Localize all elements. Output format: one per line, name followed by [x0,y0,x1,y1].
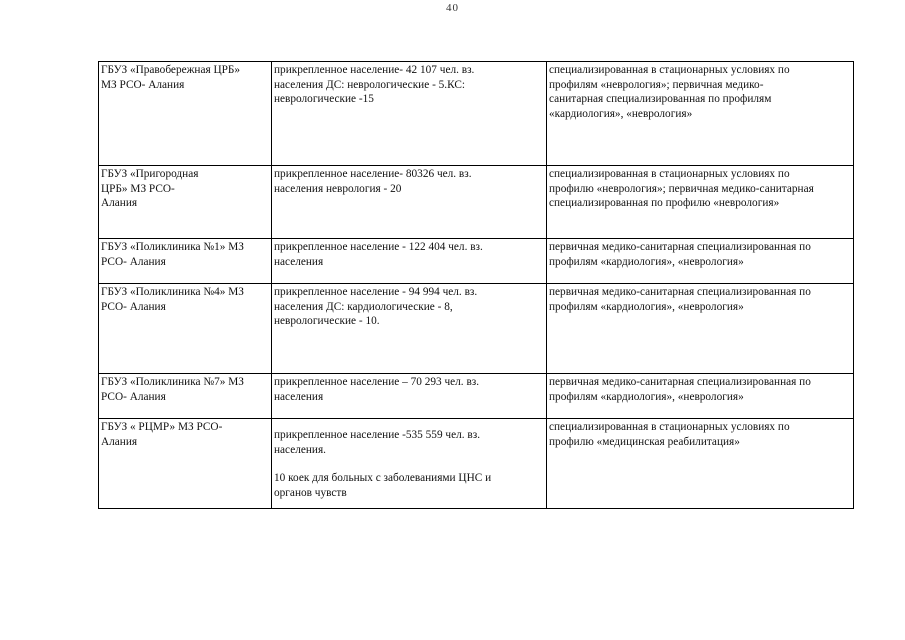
care-type-cell [547,166,854,239]
organization-cell [99,419,272,509]
medical-organizations-table [98,61,854,509]
care-type-line: первичная медико-санитарная специализированная по [549,241,811,253]
organization-name-line: Алания [101,197,138,209]
population-line: прикрепленное население - 122 404 чел. вз. [274,241,483,253]
population-cell [272,166,547,239]
population-line: населения ДС: неврологические - 5.КС: [274,78,466,91]
population-line: населения [274,255,324,268]
organization-name-line: ЦРБ» МЗ РСО- [101,182,175,195]
beds-note-line: 10 коек для больных с заболеваниями ЦНС и [274,472,492,484]
table-row [99,62,854,166]
organization-cell [99,166,272,239]
care-type-cell [547,62,854,166]
table-row [99,239,854,284]
care-type-line: первичная медико-санитарная специализированная по [549,376,811,388]
care-type-line: специализированная в стационарных условиях по [549,421,790,433]
population-line: прикрепленное население - 94 994 чел. вз. [274,286,478,298]
organization-name-line: ГБУЗ «Поликлиника №1» МЗ [101,241,244,253]
care-type-cell [547,419,854,509]
cell-spacer [274,420,545,428]
paragraph-gap [274,457,545,471]
care-type-line: специализированная по профилю «неврология» [549,197,780,209]
page-number: 40 [446,2,459,14]
care-type-line: профилю «неврология»; первичная медико-санитарная [549,182,814,195]
organization-name-line: Алания [101,435,138,448]
organization-name-line: ГБУЗ «Поликлиника №7» МЗ [101,376,244,388]
care-type-line: специализированная в стационарных условиях по [549,64,790,76]
population-cell [272,419,547,509]
population-cell [272,62,547,166]
care-type-cell [547,239,854,284]
care-type-line: профилям «кардиология», «неврология» [549,390,744,403]
care-type-line: специализированная в стационарных условиях по [549,168,790,180]
population-line: прикрепленное население -535 559 чел. вз. [274,429,481,441]
organization-name-line: ГБУЗ «Поликлиника №4» МЗ [101,286,244,298]
beds-note-line: органов чувств [274,486,347,499]
care-type-cell [547,284,854,374]
population-line: прикрепленное население- 42 107 чел. вз. [274,64,475,76]
population-line: населения неврология - 20 [274,182,402,195]
table-row [99,374,854,419]
organization-name-line: ГБУЗ «Пригородная [101,168,199,180]
population-line: населения [274,390,324,403]
organization-name-line: ГБУЗ « РЦМР» МЗ РСО- [101,421,223,433]
care-type-line: профилям «кардиология», «неврология» [549,300,744,313]
population-cell [272,374,547,419]
organization-name-line: РСО- Алания [101,300,166,313]
organization-name-line: МЗ РСО- Алания [101,78,185,91]
care-type-line: первичная медико-санитарная специализированная по [549,286,811,298]
population-line: неврологические - 10. [274,315,380,327]
table-row [99,166,854,239]
care-type-line: санитарная специализированная по профилям [549,93,772,105]
organization-name-line: ГБУЗ «Правобережная ЦРБ» [101,64,241,76]
care-type-line: профилям «неврология»; первичная медико- [549,78,764,91]
table-row [99,284,854,374]
population-line: населения. [274,443,326,456]
population-line: прикрепленное население – 70 293 чел. вз. [274,376,480,388]
organization-cell [99,239,272,284]
population-line: прикрепленное население- 80326 чел. вз. [274,168,472,180]
care-type-line: «кардиология», «неврология» [549,107,693,120]
organization-name-line: РСО- Алания [101,255,166,268]
organization-cell [99,284,272,374]
organization-cell [99,62,272,166]
population-line: неврологические -15 [274,93,374,105]
organization-cell [99,374,272,419]
care-type-cell [547,374,854,419]
population-cell [272,284,547,374]
table-row [99,419,854,509]
organization-name-line: РСО- Алания [101,390,166,403]
care-type-line: профилю «медицинская реабилитация» [549,435,740,448]
population-line: населения ДС: кардиологические - 8, [274,300,453,313]
population-cell [272,239,547,284]
care-type-line: профилям «кардиология», «неврология» [549,255,744,268]
